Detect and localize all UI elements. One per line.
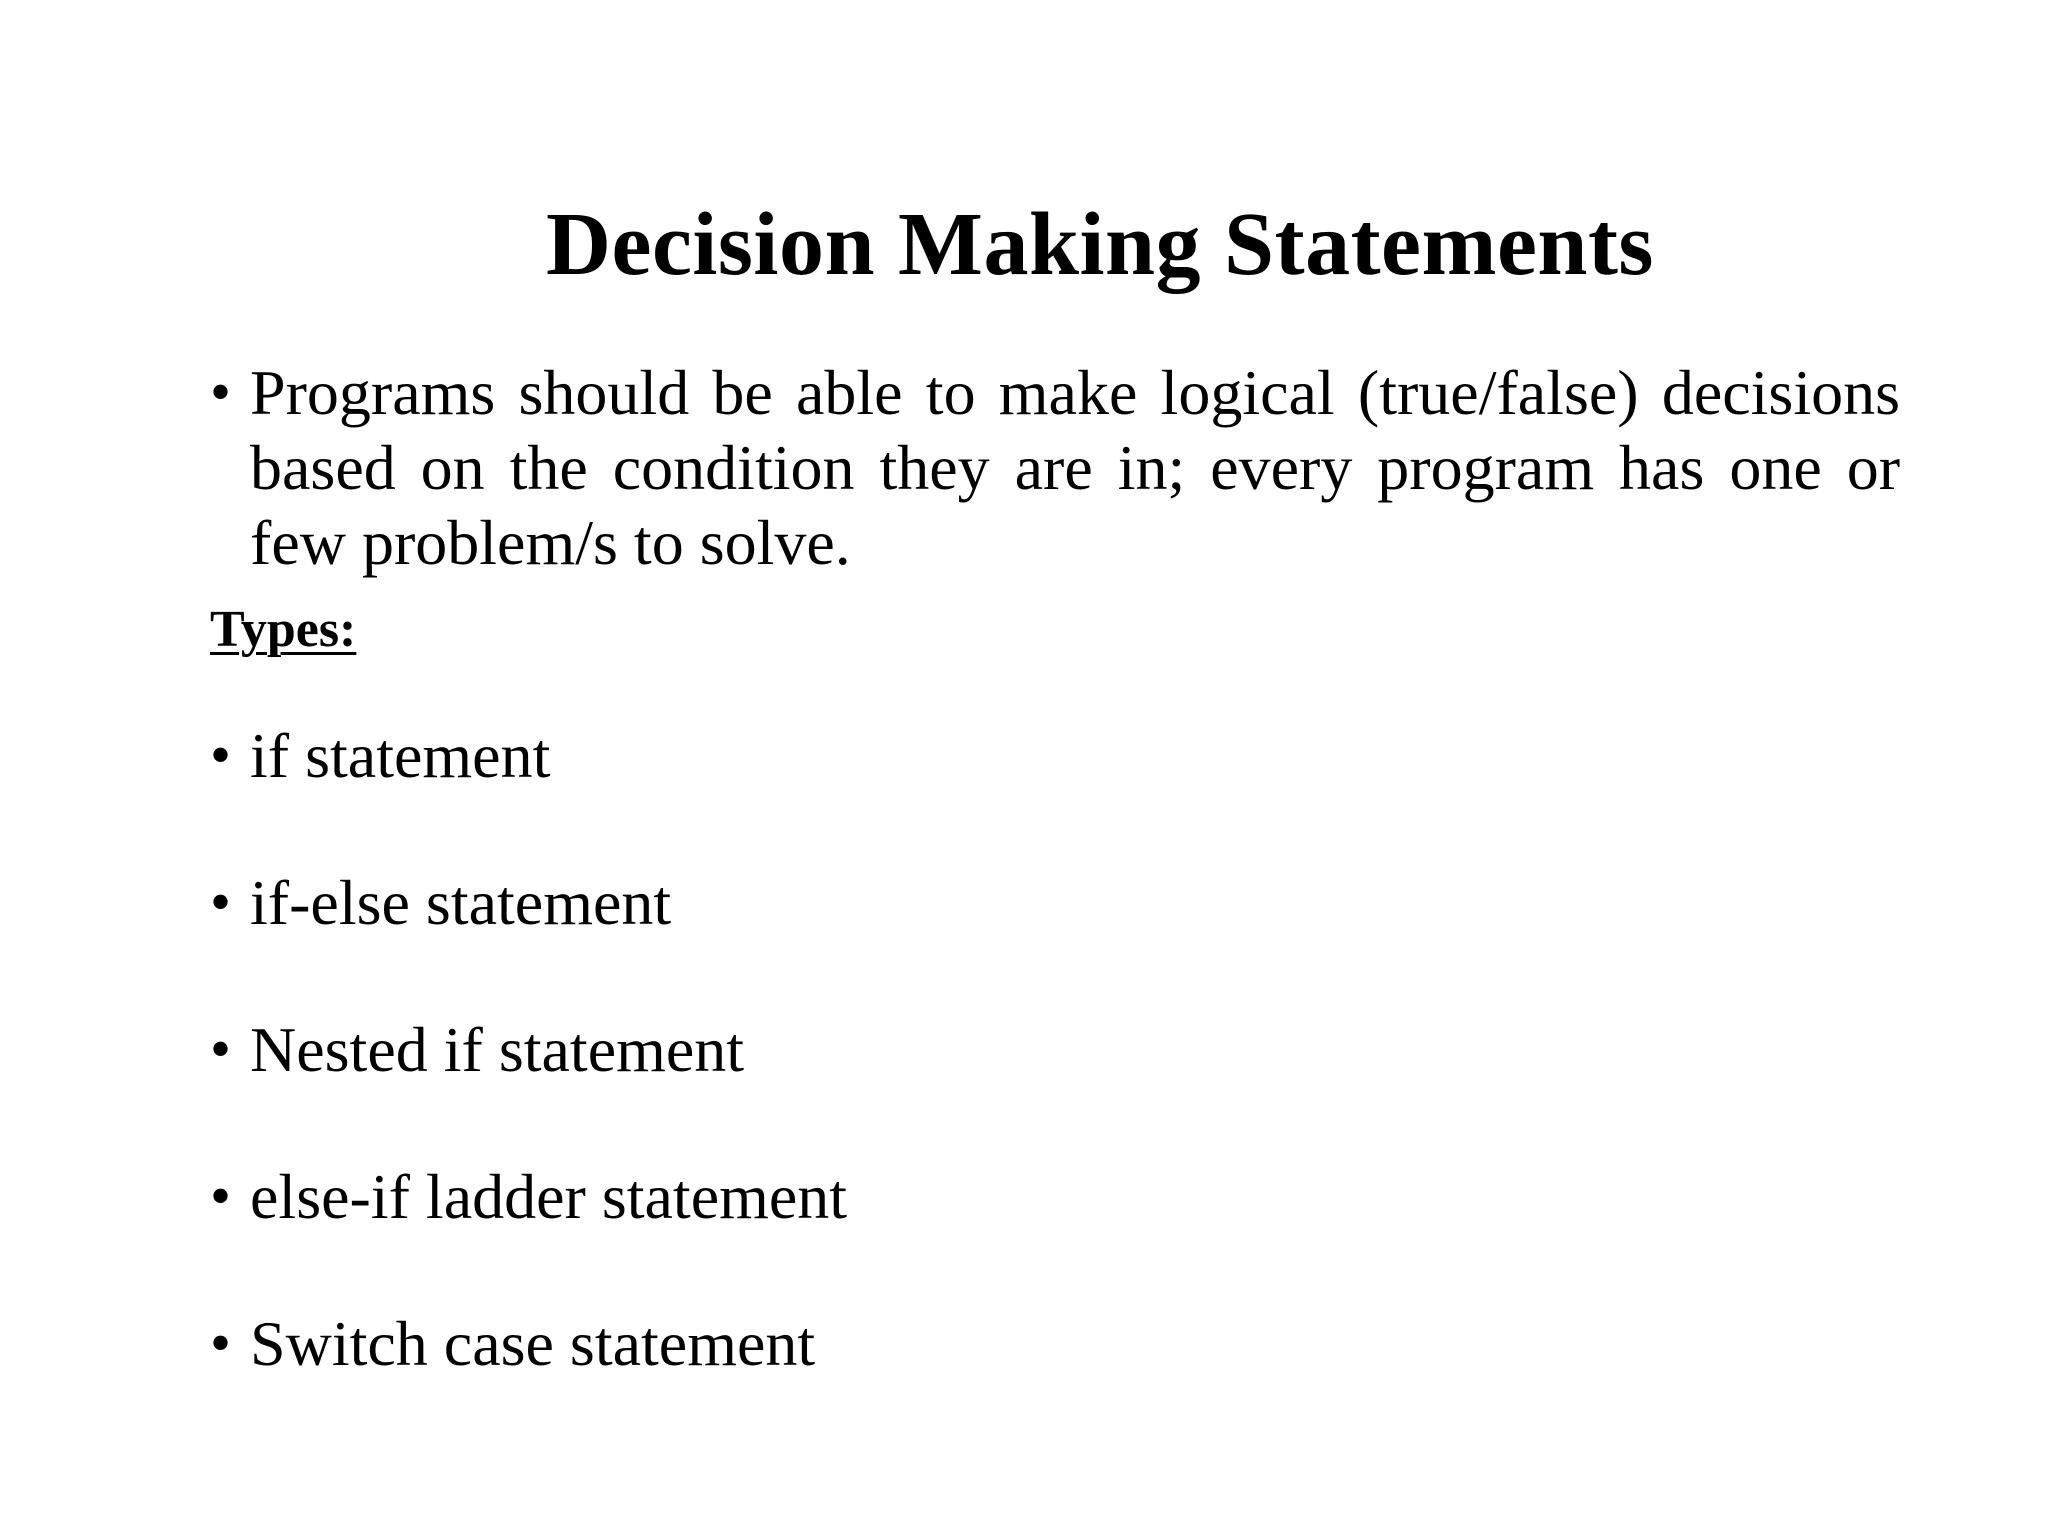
type-label: if statement [250, 720, 551, 791]
bullet-marker: • [210, 1310, 232, 1376]
types-list [210, 718, 1900, 1453]
type-label: Switch case statement [250, 1308, 816, 1379]
list-item [210, 1012, 1900, 1159]
types-heading: Types: [210, 601, 357, 658]
bullet-marker: • [210, 359, 232, 425]
list-item [210, 1159, 1900, 1306]
bullet-marker: • [210, 722, 232, 788]
list-item [210, 718, 1900, 865]
list-item [210, 1306, 1900, 1453]
bullet-marker: • [210, 869, 232, 935]
bullet-marker: • [210, 1016, 232, 1082]
bullet-marker: • [210, 1163, 232, 1229]
intro-text: Programs should be able to make logical (true/false) decisions based on the condition they are in; every program has one or few problem/s to solve. [250, 357, 1900, 578]
type-label: Nested if statement [250, 1014, 745, 1085]
type-label: else-if ladder statement [250, 1161, 848, 1232]
list-item [210, 865, 1900, 1012]
type-label: if-else statement [250, 867, 672, 938]
slide-title: Decision Making Statements [546, 195, 1654, 294]
intro-bullet [210, 355, 1900, 580]
